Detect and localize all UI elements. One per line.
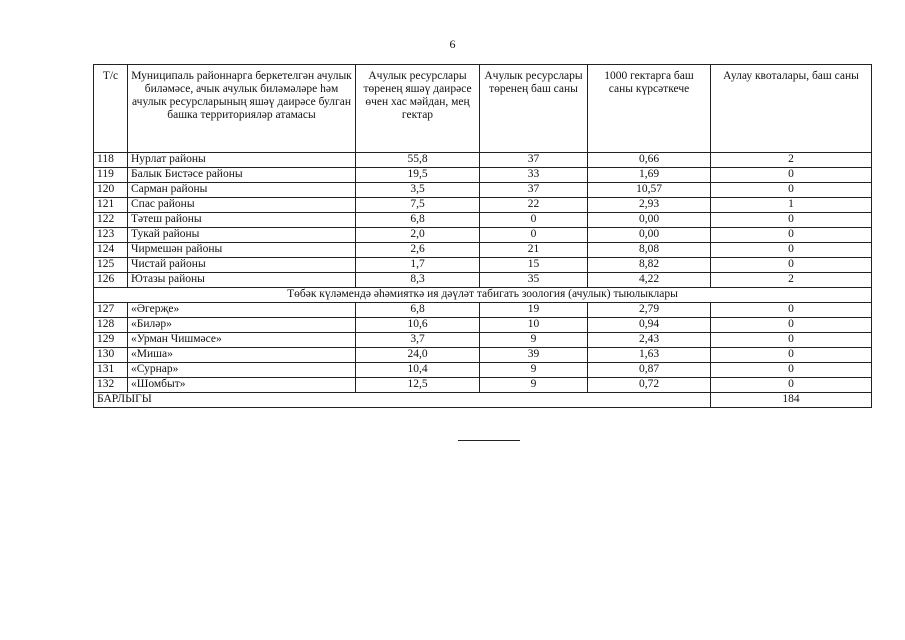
territory-name: «Әгерҗе» bbox=[128, 303, 356, 318]
row-number: 125 bbox=[94, 258, 128, 273]
quota-value: 0 bbox=[711, 243, 872, 258]
header-territory-name: Муниципаль районнарга беркетелгән ачулык биләмәсе, ачык ачулык биләмәләре һәм ачулык ресурсларының яшәү даирәсе булган башка территорияләр атамасы bbox=[128, 65, 356, 153]
density-value: 1,63 bbox=[588, 348, 711, 363]
area-value: 7,5 bbox=[356, 198, 480, 213]
area-value: 3,5 bbox=[356, 183, 480, 198]
row-number: 122 bbox=[94, 213, 128, 228]
table-row bbox=[94, 213, 872, 228]
territory-name: «Урман Чишмәсе» bbox=[128, 333, 356, 348]
quota-value: 0 bbox=[711, 168, 872, 183]
count-value: 0 bbox=[480, 228, 588, 243]
table-row bbox=[94, 348, 872, 363]
territory-name: «Шомбыт» bbox=[128, 378, 356, 393]
area-value: 24,0 bbox=[356, 348, 480, 363]
density-value: 10,57 bbox=[588, 183, 711, 198]
area-value: 12,5 bbox=[356, 378, 480, 393]
quota-value: 0 bbox=[711, 258, 872, 273]
table-row bbox=[94, 183, 872, 198]
table-row bbox=[94, 243, 872, 258]
territory-name: Ютазы районы bbox=[128, 273, 356, 288]
row-number: 127 bbox=[94, 303, 128, 318]
area-value: 2,0 bbox=[356, 228, 480, 243]
count-value: 10 bbox=[480, 318, 588, 333]
table-header-row bbox=[94, 65, 872, 153]
area-value: 55,8 bbox=[356, 153, 480, 168]
count-value: 9 bbox=[480, 333, 588, 348]
density-value: 0,94 bbox=[588, 318, 711, 333]
count-value: 9 bbox=[480, 363, 588, 378]
area-value: 10,6 bbox=[356, 318, 480, 333]
count-value: 33 bbox=[480, 168, 588, 183]
row-number: 123 bbox=[94, 228, 128, 243]
area-value: 3,7 bbox=[356, 333, 480, 348]
header-area: Ачулык ресурслары төренең яшәү даирәсе өчен хас мәйдан, мең гектар bbox=[356, 65, 480, 153]
header-count: Ачулык ресурслары төренең баш саны bbox=[480, 65, 588, 153]
header-number: Т/с bbox=[94, 65, 128, 153]
density-value: 0,00 bbox=[588, 213, 711, 228]
count-value: 19 bbox=[480, 303, 588, 318]
density-value: 8,08 bbox=[588, 243, 711, 258]
total-row bbox=[94, 393, 872, 408]
table-row bbox=[94, 168, 872, 183]
table-row bbox=[94, 363, 872, 378]
count-value: 39 bbox=[480, 348, 588, 363]
row-number: 126 bbox=[94, 273, 128, 288]
density-value: 1,69 bbox=[588, 168, 711, 183]
row-number: 131 bbox=[94, 363, 128, 378]
density-value: 2,79 bbox=[588, 303, 711, 318]
density-value: 2,43 bbox=[588, 333, 711, 348]
quota-value: 1 bbox=[711, 198, 872, 213]
quota-value: 2 bbox=[711, 273, 872, 288]
territory-name: Спас районы bbox=[128, 198, 356, 213]
density-value: 4,22 bbox=[588, 273, 711, 288]
area-value: 6,8 bbox=[356, 213, 480, 228]
territory-name: Нурлат районы bbox=[128, 153, 356, 168]
closing-divider bbox=[458, 440, 520, 441]
table-row bbox=[94, 258, 872, 273]
row-number: 132 bbox=[94, 378, 128, 393]
table-row bbox=[94, 318, 872, 333]
territory-name: «Миша» bbox=[128, 348, 356, 363]
territory-name: «Сурнар» bbox=[128, 363, 356, 378]
row-number: 121 bbox=[94, 198, 128, 213]
row-number: 119 bbox=[94, 168, 128, 183]
quota-value: 0 bbox=[711, 363, 872, 378]
table-row bbox=[94, 153, 872, 168]
count-value: 21 bbox=[480, 243, 588, 258]
count-value: 9 bbox=[480, 378, 588, 393]
territory-name: Тукай районы bbox=[128, 228, 356, 243]
quota-value: 0 bbox=[711, 183, 872, 198]
header-density: 1000 гектарга баш саны күрсәткече bbox=[588, 65, 711, 153]
row-number: 120 bbox=[94, 183, 128, 198]
quota-value: 0 bbox=[711, 378, 872, 393]
area-value: 1,7 bbox=[356, 258, 480, 273]
quota-value: 0 bbox=[711, 348, 872, 363]
area-value: 2,6 bbox=[356, 243, 480, 258]
area-value: 10,4 bbox=[356, 363, 480, 378]
territory-name: «Биләр» bbox=[128, 318, 356, 333]
total-label: БАРЛЫГЫ bbox=[94, 393, 711, 408]
row-number: 124 bbox=[94, 243, 128, 258]
section-header-row bbox=[94, 288, 872, 303]
density-value: 0,72 bbox=[588, 378, 711, 393]
density-value: 8,82 bbox=[588, 258, 711, 273]
count-value: 22 bbox=[480, 198, 588, 213]
count-value: 0 bbox=[480, 213, 588, 228]
row-number: 129 bbox=[94, 333, 128, 348]
density-value: 0,00 bbox=[588, 228, 711, 243]
table-row bbox=[94, 303, 872, 318]
density-value: 0,66 bbox=[588, 153, 711, 168]
quota-value: 0 bbox=[711, 303, 872, 318]
table-row bbox=[94, 228, 872, 243]
page-number: 6 bbox=[449, 37, 456, 51]
area-value: 19,5 bbox=[356, 168, 480, 183]
area-value: 6,8 bbox=[356, 303, 480, 318]
total-value: 184 bbox=[711, 393, 872, 408]
table-row bbox=[94, 333, 872, 348]
count-value: 15 bbox=[480, 258, 588, 273]
row-number: 128 bbox=[94, 318, 128, 333]
count-value: 35 bbox=[480, 273, 588, 288]
count-value: 37 bbox=[480, 183, 588, 198]
territory-name: Тәтеш районы bbox=[128, 213, 356, 228]
hunting-quota-table bbox=[93, 64, 872, 408]
row-number: 118 bbox=[94, 153, 128, 168]
quota-value: 0 bbox=[711, 228, 872, 243]
table-row bbox=[94, 273, 872, 288]
quota-value: 0 bbox=[711, 213, 872, 228]
area-value: 8,3 bbox=[356, 273, 480, 288]
density-value: 2,93 bbox=[588, 198, 711, 213]
quota-value: 0 bbox=[711, 318, 872, 333]
density-value: 0,87 bbox=[588, 363, 711, 378]
territory-name: Сарман районы bbox=[128, 183, 356, 198]
territory-name: Чирмешән районы bbox=[128, 243, 356, 258]
count-value: 37 bbox=[480, 153, 588, 168]
territory-name: Чистай районы bbox=[128, 258, 356, 273]
header-quota: Аулау квоталары, баш саны bbox=[711, 65, 872, 153]
section-title: Төбәк күләмендә әһәмияткә ия дәүләт табигать зоология (ачулык) тыюлыклары bbox=[94, 288, 872, 303]
row-number: 130 bbox=[94, 348, 128, 363]
quota-value: 2 bbox=[711, 153, 872, 168]
quota-value: 0 bbox=[711, 333, 872, 348]
territory-name: Балык Бистәсе районы bbox=[128, 168, 356, 183]
table-row bbox=[94, 198, 872, 213]
table-row bbox=[94, 378, 872, 393]
